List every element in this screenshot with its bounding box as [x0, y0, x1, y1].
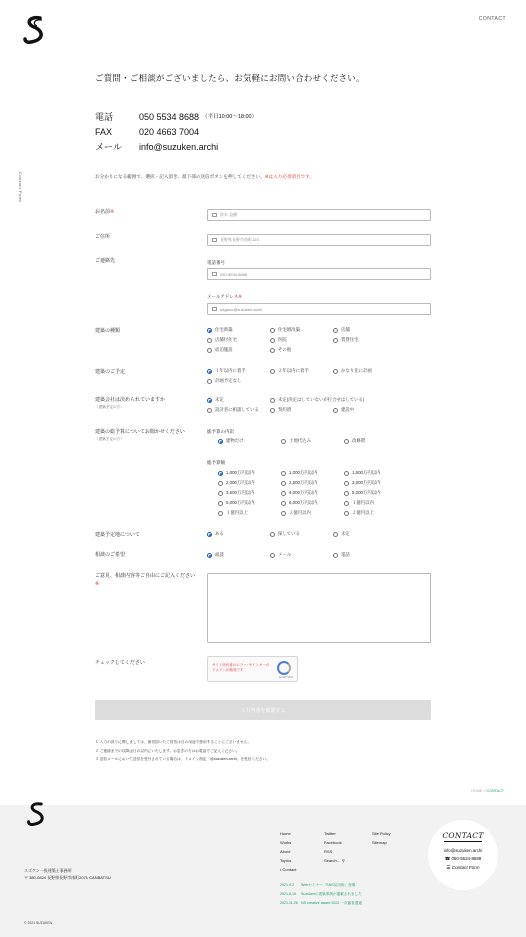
radio-indicator[interactable]	[218, 439, 223, 444]
badge-form-link[interactable]: ☰ Contact Form	[446, 865, 480, 870]
radio-company-4[interactable]: 契約済	[270, 407, 291, 413]
fax-label: FAX	[95, 127, 113, 137]
budget-label: 建築の総予算についてお聞かせください （建築予定の方）	[95, 429, 185, 441]
radio-indicator[interactable]	[344, 491, 349, 496]
phone-hours: （平日10:00〜18:00）	[202, 114, 258, 120]
contact-method-label: 相談のご希望	[95, 552, 126, 558]
radio-indicator[interactable]	[218, 491, 223, 496]
captcha-error: サイト所有者のエラー: サイトキーのドメインが無効です	[212, 663, 270, 672]
header-contact-link[interactable]: CONTACT	[478, 16, 506, 22]
footer-link-contact[interactable]: • Contact	[280, 867, 297, 872]
footer-search[interactable]: Search… ⚲	[324, 858, 345, 863]
footer-logo[interactable]	[26, 800, 48, 830]
phone-number[interactable]: 050 5534 8688	[139, 112, 200, 122]
home-icon	[212, 238, 217, 242]
radio-indicator[interactable]	[207, 553, 212, 558]
footer-link-works[interactable]: Works	[280, 840, 292, 845]
radio-contact-method-2[interactable]: メール	[270, 552, 291, 558]
radio-indicator[interactable]	[344, 501, 349, 506]
radio-indicator[interactable]	[333, 532, 338, 537]
email-input[interactable]: nagano@suzuken.archi	[207, 303, 431, 315]
name-input[interactable]: 鈴木 直樹	[207, 209, 431, 221]
site-footer	[0, 805, 526, 937]
address-label: ご住所	[95, 234, 111, 240]
person-icon	[212, 213, 217, 217]
radio-indicator[interactable]	[333, 553, 338, 558]
message-label: ご意見、相談内容等ご自由にご記入ください※	[95, 573, 196, 587]
radio-indicator[interactable]	[270, 553, 275, 558]
radio-building-7[interactable]: 宿泊施設	[207, 347, 233, 353]
radio-budget-amount-12[interactable]: １億円以内	[344, 500, 374, 506]
footer-link-topics[interactable]: Topics	[280, 858, 292, 863]
site-logo[interactable]	[22, 14, 48, 48]
message-textarea[interactable]	[207, 573, 431, 643]
radio-budget-amount-2[interactable]: 1,000万円以内	[281, 470, 318, 476]
radio-indicator[interactable]	[333, 338, 338, 343]
radio-land-3[interactable]: 未定	[333, 531, 350, 537]
radio-indicator[interactable]	[281, 501, 286, 506]
phone-label: 電話	[95, 112, 114, 122]
company-info: スズケン一級建築士事務所 〒 380-0824 長野県長野市南町2071 CANBATSU	[24, 868, 111, 880]
radio-schedule-1[interactable]: １年以内に着手	[207, 368, 246, 374]
copyright: © 2021 SUZUKEN	[24, 921, 53, 925]
mail-label: メール	[95, 142, 122, 152]
radio-indicator[interactable]	[333, 408, 338, 413]
radio-schedule-2[interactable]: ２年以内に着手	[270, 368, 309, 374]
radio-contact-method-1[interactable]: 面談	[207, 552, 224, 558]
radio-budget-detail-1[interactable]: 建物だけ	[218, 438, 244, 444]
footer-link-about[interactable]: About	[280, 849, 291, 854]
radio-building-8[interactable]: その他	[270, 347, 291, 353]
confirm-button[interactable]: 入力内容を確認する	[95, 700, 431, 720]
badge-phone[interactable]: ☎ 050-5534-8688	[444, 856, 482, 861]
radio-budget-amount-9[interactable]: 5,000万円以内	[344, 490, 381, 496]
radio-indicator[interactable]	[344, 471, 349, 476]
budget-amount-label: 総予算額	[207, 460, 225, 465]
recaptcha-icon	[277, 661, 291, 675]
radio-budget-amount-15[interactable]: ２億円以上	[344, 510, 374, 516]
news-item[interactable]: 2021.8.19 Suzukenの建築事例が掲載されました	[280, 892, 362, 896]
recaptcha-brand: reCAPTCHA	[278, 676, 293, 679]
radio-land-1[interactable]: ある	[207, 531, 224, 537]
radio-indicator[interactable]	[270, 532, 275, 537]
footer-link-facebook[interactable]: Facebook	[324, 840, 342, 845]
radio-indicator[interactable]	[270, 398, 275, 403]
radio-budget-amount-13[interactable]: １億円以上	[218, 510, 248, 516]
radio-indicator[interactable]	[270, 369, 275, 374]
radio-budget-amount-3[interactable]: 1,500万円以内	[344, 470, 381, 476]
radio-schedule-4[interactable]: 計画予定なし	[207, 378, 241, 384]
radio-building-5[interactable]: 医院	[270, 337, 287, 343]
badge-email[interactable]: info@suzuken.archi	[443, 848, 483, 853]
radio-budget-amount-7[interactable]: 3,500万円以内	[218, 490, 255, 496]
radio-building-2[interactable]: 住宅増改築	[270, 327, 300, 333]
footer-news	[280, 881, 362, 908]
company-label: 建築会社は決められていますか （建築予定の方）	[95, 397, 166, 409]
breadcrumb-home[interactable]: HOME	[471, 789, 483, 793]
search-icon[interactable]: ⚲	[341, 858, 345, 863]
tel-input[interactable]: 050-5534-8688	[207, 268, 431, 280]
contact-badge[interactable]	[428, 820, 498, 890]
news-item[interactable]: 2021.9.2 Webセミナー「SNS活用術」登壇	[280, 883, 356, 887]
radio-indicator[interactable]	[207, 398, 212, 403]
radio-indicator[interactable]	[207, 408, 212, 413]
building-label: 建築の種類	[95, 328, 121, 334]
radio-indicator[interactable]	[270, 328, 275, 333]
radio-indicator[interactable]	[207, 532, 212, 537]
radio-indicator[interactable]	[218, 511, 223, 516]
radio-company-2[interactable]: 未定(決定はしていないが打合せはしている)	[270, 397, 364, 403]
radio-indicator[interactable]	[281, 491, 286, 496]
tel-sublabel: 電話番号	[207, 260, 225, 265]
land-label: 建築予定地について	[95, 532, 140, 538]
note-item: ３ 送信メールにおいて送信を受付されている場合は、ドメイン指定「@suzuken.archi」を受信ください。	[95, 757, 270, 761]
badge-title: CONTACT	[442, 831, 484, 840]
name-label: お名前※	[95, 209, 115, 215]
radio-indicator[interactable]	[207, 328, 212, 333]
footer-link-twitter[interactable]: Twitter	[324, 831, 336, 836]
radio-building-1[interactable]: 住宅新築	[207, 327, 233, 333]
page-title: ご質問・ご相談がございましたら、お気軽にお問い合わせください。	[95, 73, 365, 83]
radio-budget-amount-1[interactable]: 1,000万円以内	[218, 470, 255, 476]
radio-indicator[interactable]	[344, 439, 349, 444]
radio-indicator[interactable]	[218, 481, 223, 486]
phone-icon: ☎	[444, 856, 452, 861]
radio-indicator[interactable]	[344, 481, 349, 486]
radio-building-3[interactable]: 店舗	[333, 327, 350, 333]
form-instructions: お分かりになる範囲で、選択・記入頂き、最下部の送信ボタンを押してください。※は入力必須項目です。	[95, 174, 315, 179]
radio-building-4[interactable]: 店舗付住宅	[207, 337, 237, 343]
contact-label: ご連絡先	[95, 258, 116, 264]
news-item[interactable]: 2021.11.26 NS creative award 2022 一次審査通過	[280, 901, 362, 905]
radio-indicator[interactable]	[333, 369, 338, 374]
address-input[interactable]: 長野県長野市南町123	[207, 234, 431, 246]
form-notes	[95, 738, 270, 764]
form-icon: ☰	[446, 865, 452, 870]
contact-info	[95, 110, 257, 155]
radio-budget-amount-6[interactable]: 3,000万円以内	[344, 480, 381, 486]
note-item: ２ ご連絡までの以降ば日の以内にいたします。お急ぎの方はお電話でご記入ください。	[95, 748, 240, 753]
radio-budget-amount-8[interactable]: 4,000万円以内	[281, 490, 318, 496]
radio-indicator[interactable]	[270, 408, 275, 413]
side-label: Contact Form	[18, 172, 23, 203]
radio-indicator[interactable]	[207, 348, 212, 353]
radio-budget-amount-11[interactable]: 6,000万円以内	[281, 500, 318, 506]
radio-budget-detail-3[interactable]: 改修費	[344, 438, 365, 444]
fax-number: 020 4663 7004	[139, 127, 200, 137]
footer-link-rss[interactable]: RSS	[324, 849, 333, 854]
radio-indicator[interactable]	[207, 338, 212, 343]
footer-link-home[interactable]: Home	[280, 831, 291, 836]
breadcrumb: HOME > CONTACT	[471, 789, 504, 793]
footer-nav-social	[324, 829, 345, 865]
radio-indicator[interactable]	[333, 328, 338, 333]
radio-indicator[interactable]	[281, 471, 286, 476]
footer-nav-policy	[372, 829, 391, 847]
radio-indicator[interactable]	[270, 338, 275, 343]
badge-divider	[444, 841, 482, 842]
radio-indicator[interactable]	[281, 481, 286, 486]
footer-link-site-policy[interactable]: Site Policy	[372, 831, 391, 836]
radio-budget-amount-4[interactable]: 2,000万円以内	[218, 480, 255, 486]
footer-nav-main	[280, 829, 296, 874]
radio-schedule-3[interactable]: かなり先に計画	[333, 368, 372, 374]
radio-indicator[interactable]	[281, 511, 286, 516]
mail-address[interactable]: info@suzuken.archi	[139, 142, 219, 152]
budget-detail-label: 総予算の内訳	[207, 429, 234, 434]
radio-indicator[interactable]	[207, 379, 212, 384]
radio-indicator[interactable]	[344, 511, 349, 516]
radio-budget-detail-2[interactable]: 土地代込み	[281, 438, 311, 444]
captcha-label: チェックしてください	[95, 660, 145, 666]
radio-land-2[interactable]: 探している	[270, 531, 300, 537]
radio-indicator[interactable]	[218, 471, 223, 476]
radio-contact-method-3[interactable]: 電話	[333, 552, 350, 558]
schedule-label: 建築のご予定	[95, 369, 126, 375]
radio-budget-amount-10[interactable]: 5,000万円以内	[218, 500, 255, 506]
mail-icon	[212, 307, 217, 311]
email-sublabel: メールアドレス※	[207, 294, 243, 299]
radio-indicator[interactable]	[218, 501, 223, 506]
radio-budget-amount-14[interactable]: ２億円以内	[281, 510, 311, 516]
radio-building-6[interactable]: 賃貸住宅	[333, 337, 359, 343]
note-item: １ 入力の誤りに関しましては、最初頂いたご回答は白の用途で使用することにございません。	[95, 740, 252, 744]
radio-indicator[interactable]	[207, 369, 212, 374]
radio-company-5[interactable]: 建設中	[333, 407, 354, 413]
phone-icon	[212, 272, 217, 276]
footer-link-sitemap[interactable]: Sitemap	[372, 840, 387, 845]
radio-company-1[interactable]: 未定	[207, 397, 224, 403]
recaptcha-widget[interactable]	[207, 656, 298, 682]
breadcrumb-current: CONTACT	[486, 789, 504, 793]
radio-company-3[interactable]: 設計者に相談している	[207, 407, 259, 413]
radio-budget-amount-5[interactable]: 2,500万円以内	[281, 480, 318, 486]
radio-indicator[interactable]	[281, 439, 286, 444]
radio-indicator[interactable]	[270, 348, 275, 353]
